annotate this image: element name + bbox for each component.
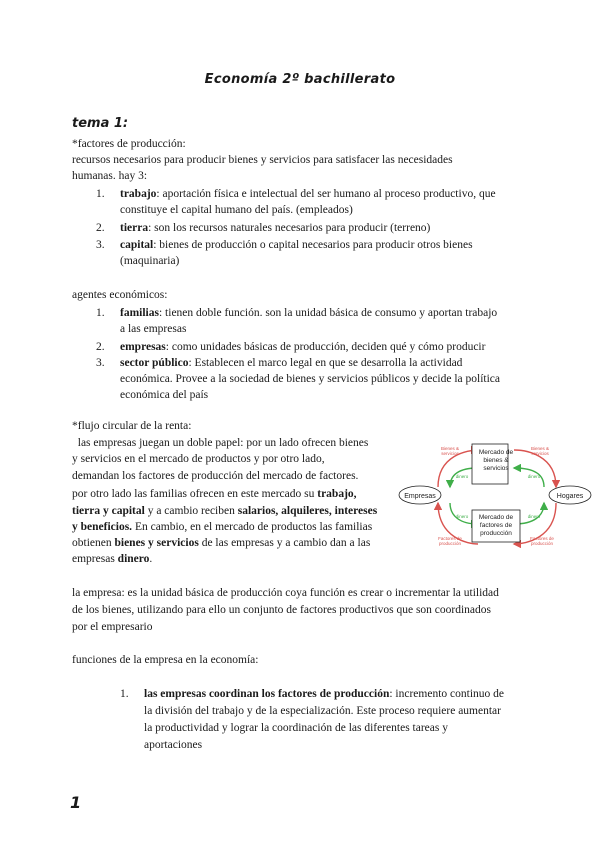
factors-market-line: Mercado de (478, 514, 514, 521)
list-number: 2. (96, 222, 105, 234)
term-coordinan: las empresas coordinan los factores de producción (144, 688, 390, 700)
list-number: 1. (120, 688, 129, 700)
list-text: (maquinaria) (120, 255, 180, 267)
bold-run: bienes y servicios (114, 537, 199, 549)
label-money: dinero (527, 514, 541, 519)
list-text: económica. Provee a la sociedad de bienes y servicios públicos y decide la política (120, 373, 501, 385)
label-factors-right: producción (530, 541, 554, 546)
list-text: constituye el capital humano del país. (empleados) (120, 204, 353, 216)
bold-run: trabajo, (317, 488, 357, 500)
label-goods-left: servicios (441, 451, 459, 456)
bold-run: salarios, alquileres, intereses (237, 505, 378, 517)
text-run: En cambio, en el mercado de productos las familias (132, 521, 373, 533)
list-number: 2. (96, 341, 105, 353)
flujo-paragraph-line (72, 503, 377, 519)
empresa-definition-cont: por el empresario (72, 621, 153, 633)
label-goods-right: servicios (531, 451, 549, 456)
funciones-heading: funciones de la empresa en la economía: (72, 654, 259, 666)
label-money: dinero (527, 474, 541, 479)
goods-market-line: servicios (483, 465, 509, 472)
label-money: dinero (455, 474, 469, 479)
node-empresas-label: Empresas (404, 493, 436, 500)
list-number: 3. (96, 239, 105, 251)
circular-flow-diagram (398, 440, 594, 555)
goods-market-line: bienes & (483, 457, 509, 464)
flujo-heading: *flujo circular de la renta: (72, 420, 192, 432)
term-capital: capital (120, 239, 154, 251)
factores-definition-cont: humanas. hay 3: (72, 170, 148, 182)
factors-market-line: producción (480, 530, 512, 537)
term-familias: familias (120, 307, 159, 319)
term-empresas: empresas (120, 341, 166, 353)
bold-run: tierra y capital (72, 505, 145, 517)
text-run: de las empresas y a cambio dan a las (198, 537, 371, 549)
flujo-paragraph-line (72, 486, 357, 502)
empresa-definition-cont: de los bienes, utilizando para ello un conjunto de factores productivos que son coordinados (72, 604, 492, 616)
flujo-paragraph-line (72, 551, 152, 567)
factors-market-line: factores de (479, 522, 513, 529)
list-text: aportaciones (144, 739, 203, 751)
list-text: : Establecen el marco legal en que se desarrolla la actividad (188, 357, 463, 369)
list-text: la productividad y lograr la coordinación de las diferentes tareas y (144, 722, 448, 734)
text-run: por otro lado las familias ofrecen en este mercado su (72, 488, 318, 500)
list-text: : incremento continuo de (389, 688, 504, 700)
list-text: : como unidades básicas de producción, deciden qué y cómo producir (165, 341, 486, 353)
label-factors-left: Factores de (438, 536, 462, 541)
text-run: obtienen (72, 537, 115, 549)
bold-run: y beneficios. (72, 521, 133, 533)
list-number: 3. (96, 357, 105, 369)
flujo-paragraph-line (72, 535, 370, 551)
term-trabajo: trabajo (120, 188, 157, 200)
flujo-paragraph-line: y servicios en el mercado de productos y por otro lado, (72, 453, 325, 465)
list-number: 1. (96, 307, 105, 319)
text-run: . (149, 553, 153, 565)
page-title: Economía 2º bachillerato (204, 72, 396, 87)
list-text: a las empresas (120, 323, 187, 335)
list-text: : bienes de producción o capital necesarios para producir otros bienes (153, 239, 473, 251)
agentes-heading: agentes económicos: (72, 289, 168, 301)
term-tierra: tierra (120, 222, 149, 234)
flujo-paragraph-line: las empresas juegan un doble papel: por un lado ofrecen bienes (72, 437, 369, 449)
factores-heading: *factores de producción: (72, 138, 186, 150)
list-text: : aportación física e intelectual del ser humano al proceso productivo, que (156, 188, 496, 200)
empresa-definition: la empresa: es la unidad básica de producción coya función es crear o incrementar la utilidad (72, 587, 499, 599)
bold-run: dinero (117, 553, 150, 565)
label-money: dinero (455, 514, 469, 519)
list-text: económica del país (120, 389, 209, 401)
flujo-paragraph-line: demandan los factores de producción del mercado de factores. (72, 470, 359, 482)
label-goods-right: Bienes & (530, 446, 550, 451)
list-text: : son los recursos naturales necesarios para producir (terreno) (148, 222, 431, 234)
label-factors-right: Factores de (530, 536, 554, 541)
list-number: 1. (96, 188, 105, 200)
text-run: y a cambio reciben (144, 505, 238, 517)
page-number: 1 (70, 793, 82, 812)
goods-market-line: Mercado de (478, 449, 514, 456)
node-hogares-label: Hogares (556, 493, 584, 500)
flujo-paragraph-line (72, 519, 372, 535)
label-goods-left: Bienes & (440, 446, 460, 451)
term-sector-publico: sector público (120, 357, 189, 369)
list-text: : tienen doble función. son la unidad básica de consumo y aportan trabajo (158, 307, 498, 319)
label-factors-left: producción (438, 541, 462, 546)
section-heading: tema 1: (72, 116, 129, 131)
list-text: la división del trabajo y de la especialización. Este proceso requiere aumentar (144, 705, 501, 717)
factores-definition: recursos necesarios para producir bienes y servicios para satisfacer las necesidades (72, 154, 453, 166)
text-run: empresas (72, 553, 118, 565)
